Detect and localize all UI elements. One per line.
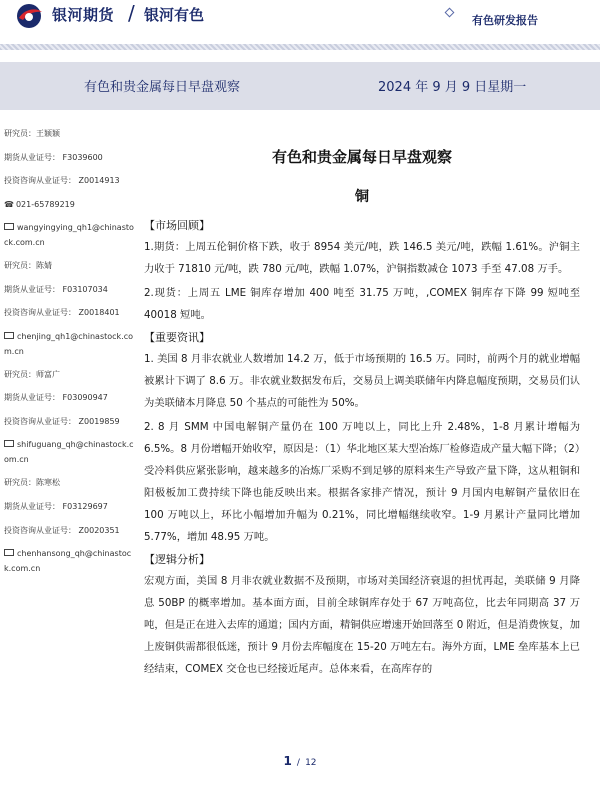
email-line [4, 329, 136, 359]
phone-number [4, 197, 136, 212]
consult-cert: 投资咨询从业证号： Z0019859 [4, 416, 120, 426]
brand-name: 银河期货 [52, 6, 115, 24]
email-line [4, 220, 136, 250]
researcher-name: 研究员：师富广 [4, 369, 60, 379]
futures-cert: 期货从业证号： F3039600 [4, 152, 103, 162]
email-icon [4, 440, 14, 447]
email-line [4, 437, 136, 467]
galaxy-logo-icon [16, 3, 44, 29]
researcher-name: 研究员：陈婧 [4, 261, 52, 271]
email-icon [4, 223, 14, 230]
consult-cert: 投资咨询从业证号： Z0020351 [4, 525, 120, 535]
section-key-news [144, 328, 580, 548]
futures-cert: 期货从业证号： F03090947 [4, 393, 108, 403]
email-link[interactable]: wangyingying_qh1@chinastock.com.cn [4, 223, 134, 248]
report-type: 有色研发报告 [472, 14, 538, 27]
researcher-name: 研究员：王颖颖 [4, 129, 60, 138]
document-subtitle: 铜 [355, 189, 369, 205]
report-date: 2024 年 9 月 9 日星期一 [378, 80, 527, 95]
page-separator: / [296, 758, 300, 768]
brand-sub-name: 银河有色 [144, 6, 205, 24]
paragraph: 1.期货：上周五伦铜价格下跌，收于 8954 美元/吨，跌 146.5 美元/吨，跌幅 1.61%。沪铜主力收于 71810 元/吨，跌 780 元/吨，跌幅 1.07%，沪铜指数减仓 1073 手至 47.08 万手。 [144, 241, 580, 275]
paragraph: 宏观方面，美国 8 月非农就业数据不及预期，市场对美国经济衰退的担忧再起，美联储 9 月降息 50BP 的概率增加。基本面方面，目前全球铜库存处于 67 万吨高位，比去年同期高 37 万吨，但是正在进入去库的通道；国内方面，精铜供应增速开始回落至 0 附近，但是消费恢复，加上废铜供需都很低迷，预计 9 月份去库幅度在 15-20 万吨左右。海外方面，LME 垒库基本上已经结束，COMEX 交仓也已经接近尾声。总体来看，在高库存的 [144, 575, 580, 675]
analyst-sidebar [4, 126, 136, 585]
band-title: 有色和贵金属每日早盘观察 [84, 80, 241, 95]
paragraph: 2. 8 月 SMM 中国电解铜产量仍在 100 万吨以上，同比上升 2.48%，1-8 月累计增幅为 6.5%。8 月份增幅开始收窄，原因是：（1）华北地区某大型冶炼厂检修造成产量大幅下降；（2）受冷料供应紧张影响，越来越多的冶炼厂采购不到足够的原料来生产导致产量下降，这从粗铜和阳极板加工费持续下降也能反映出来。根据各家排产情况，预计 9 月国内电解铜产量依旧在 100 万吨以上，环比小幅增加升幅为 0.21%，同比增幅继续收窄。1-9 月累计产量同比增加 5.77%，增加 48.95 万吨。 [144, 421, 580, 543]
paragraph: 2.现货：上周五 LME 铜库存增加 400 吨至 31.75 万吨，,COMEX 铜库存下降 99 短吨至 40018 短吨。 [144, 287, 580, 321]
section-heading: 【市场回顾】 [144, 219, 210, 232]
section-market-review [144, 216, 580, 326]
brand-separator: / [128, 1, 135, 25]
paragraph: 1. 美国 8 月非农就业人数增加 14.2 万，低于市场预期的 16.5 万。同时，前两个月的就业增幅被累计下调了 8.6 万。非农就业数据发布后，交易员上调美联储年内降息幅度预期，交易员们认为美联储本月降息 50 个基点的可能性为 50%。 [144, 353, 580, 409]
researcher-name: 研究员：陈寒松 [4, 478, 60, 488]
header-divider [0, 44, 600, 50]
page-current: 1 [283, 754, 292, 768]
consult-cert: 投资咨询从业证号： Z0014913 [4, 176, 120, 186]
report-body [144, 126, 580, 702]
consult-cert: 投资咨询从业证号： Z0018401 [4, 308, 120, 318]
section-logic-analysis [144, 550, 580, 702]
phone-text: 021-65789219 [15, 199, 75, 209]
section-heading: 【逻辑分析】 [144, 553, 210, 566]
diamond-icon [445, 8, 455, 18]
report-header [0, 0, 600, 50]
email-link[interactable]: shifuguang_qh@chinastock.com.cn [4, 440, 134, 465]
page-total: 12 [305, 758, 317, 768]
email-icon [4, 549, 14, 556]
futures-cert: 期货从业证号： F03129697 [4, 502, 108, 512]
section-heading: 【重要资讯】 [144, 331, 210, 344]
email-line [4, 546, 136, 576]
email-link[interactable]: chenhansong_qh@chinastock.com.cn [4, 549, 132, 574]
email-icon [4, 332, 14, 339]
document-title: 有色和贵金属每日早盘观察 [271, 148, 452, 166]
email-link[interactable]: chenjing_qh1@chinastock.com.cn [4, 331, 134, 356]
futures-cert: 期货从业证号： F03107034 [4, 284, 108, 294]
title-band [0, 62, 600, 110]
page-footer [0, 750, 600, 774]
